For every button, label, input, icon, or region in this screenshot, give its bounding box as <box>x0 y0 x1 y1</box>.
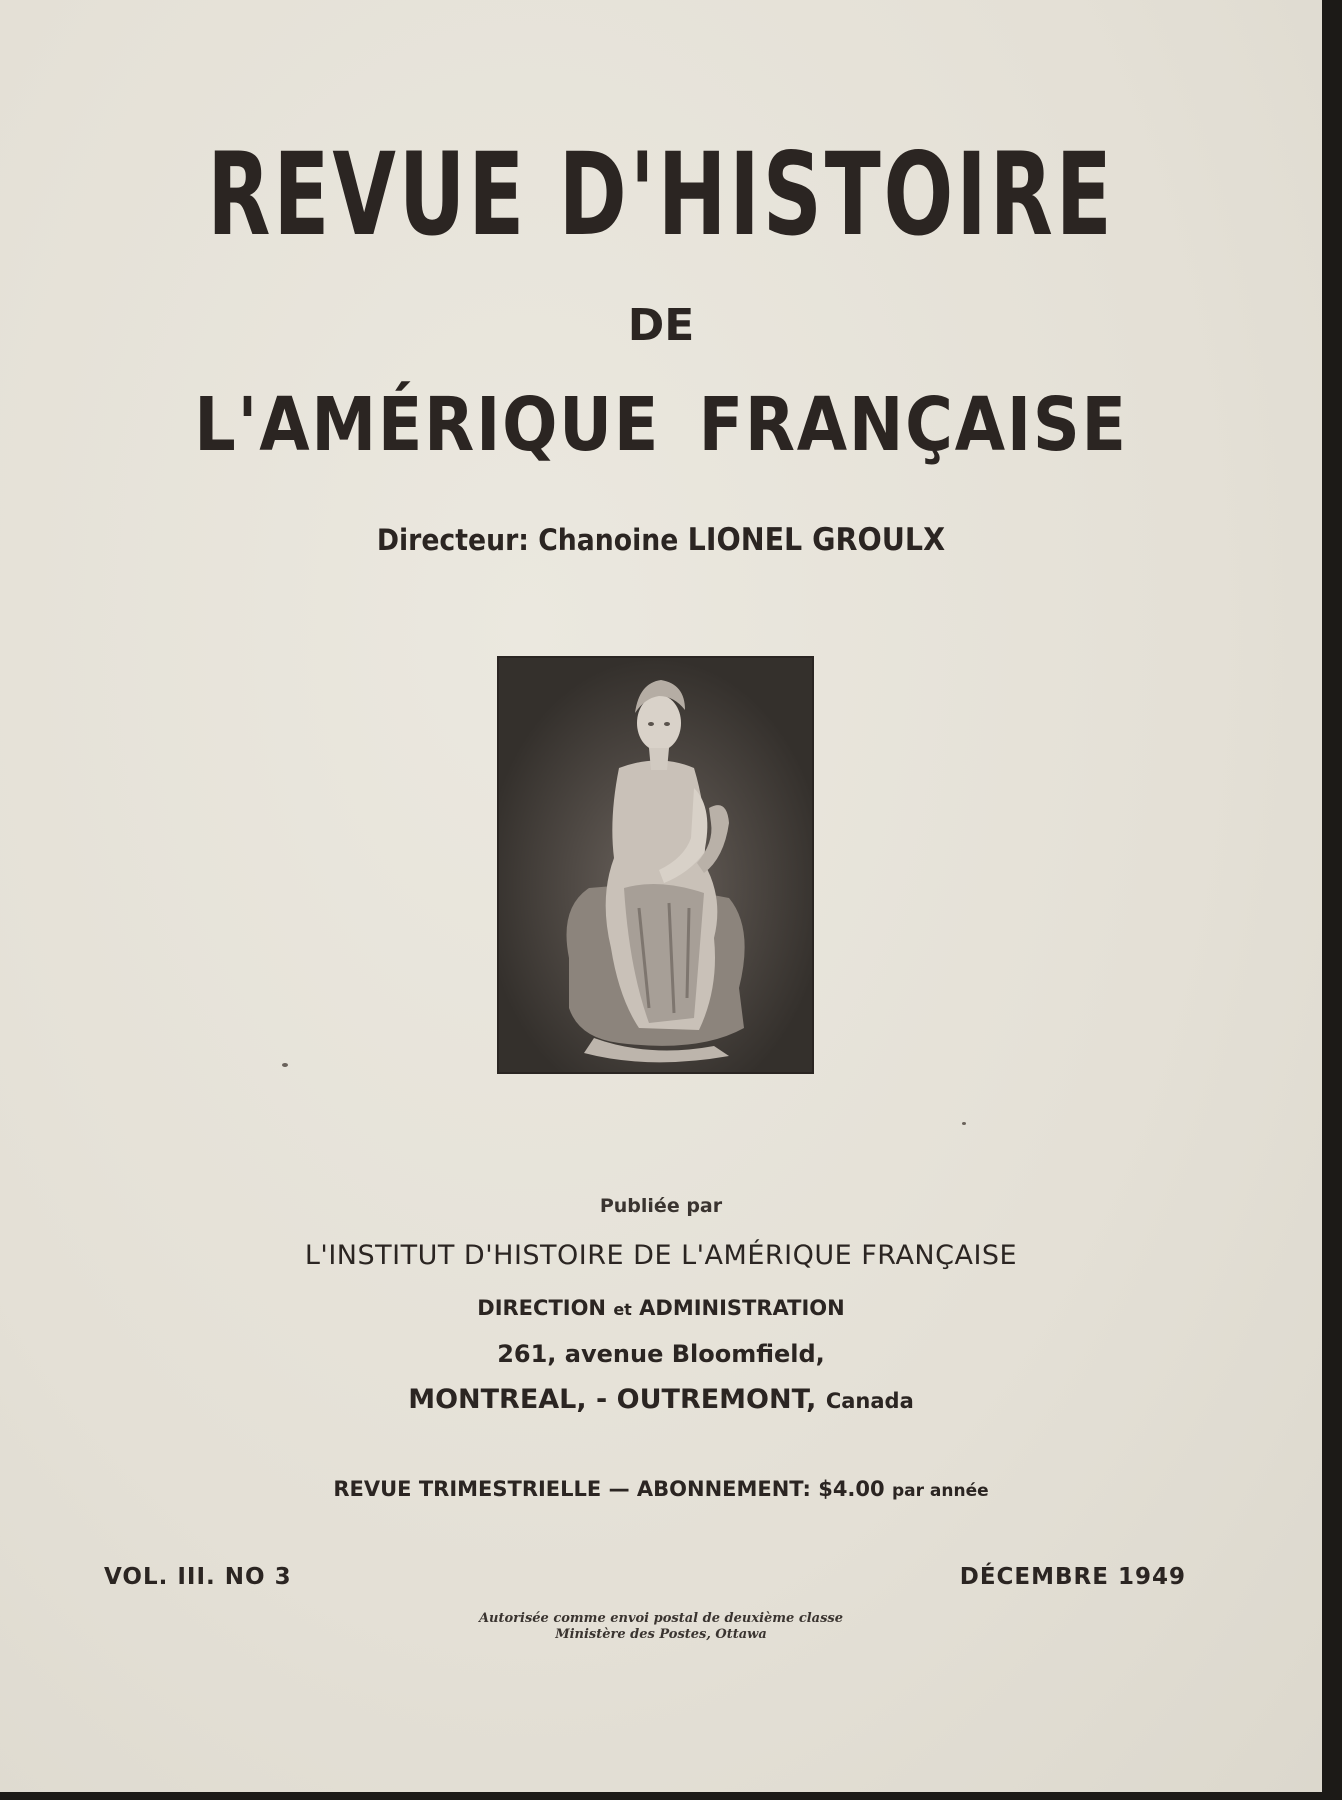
postal-notice-line-1: Autorisée comme envoi postal de deuxième classe <box>478 1611 844 1626</box>
seated-statue-engraving <box>497 656 814 1074</box>
paper-speck <box>282 1063 288 1067</box>
direction-label: DIRECTION <box>477 1296 607 1320</box>
title-line-1: REVUE D'HISTOIRE <box>207 128 1115 261</box>
institute-name: L'INSTITUT D'HISTOIRE DE L'AMÉRIQUE FRANÇAISE <box>304 1240 1018 1271</box>
director-label: Directeur: <box>376 523 529 557</box>
issue-date: DÉCEMBRE 1949 <box>959 1564 1186 1590</box>
city: MONTREAL, - OUTREMONT, <box>408 1384 817 1415</box>
subscription-price: $4.00 <box>818 1477 885 1501</box>
paper-speck <box>962 1122 966 1125</box>
subscription-line <box>0 1477 1322 1501</box>
country: Canada <box>825 1389 914 1413</box>
administration-label: ADMINISTRATION <box>639 1296 845 1320</box>
volume-number: VOL. III. NO 3 <box>104 1564 292 1590</box>
street-address: 261, avenue Bloomfield, <box>497 1340 825 1368</box>
direction-line <box>0 1296 1322 1320</box>
published-by-label: Publiée par <box>599 1195 723 1217</box>
title-line-3: L'AMÉRIQUE FRANÇAISE <box>194 382 1128 468</box>
subscription-period: par année <box>891 1481 989 1501</box>
direction-conjunction: et <box>613 1300 632 1319</box>
title-line-2: DE <box>627 300 695 351</box>
postal-notice <box>0 1611 1322 1643</box>
director-name: LIONEL GROULX <box>687 522 946 558</box>
subscription-label: REVUE TRIMESTRIELLE — ABONNEMENT: <box>333 1477 811 1501</box>
postal-notice-line-2: Ministère des Postes, Ottawa <box>555 1627 767 1642</box>
city-line <box>0 1384 1322 1415</box>
director-line <box>53 522 1269 558</box>
director-role: Chanoine <box>538 523 679 557</box>
